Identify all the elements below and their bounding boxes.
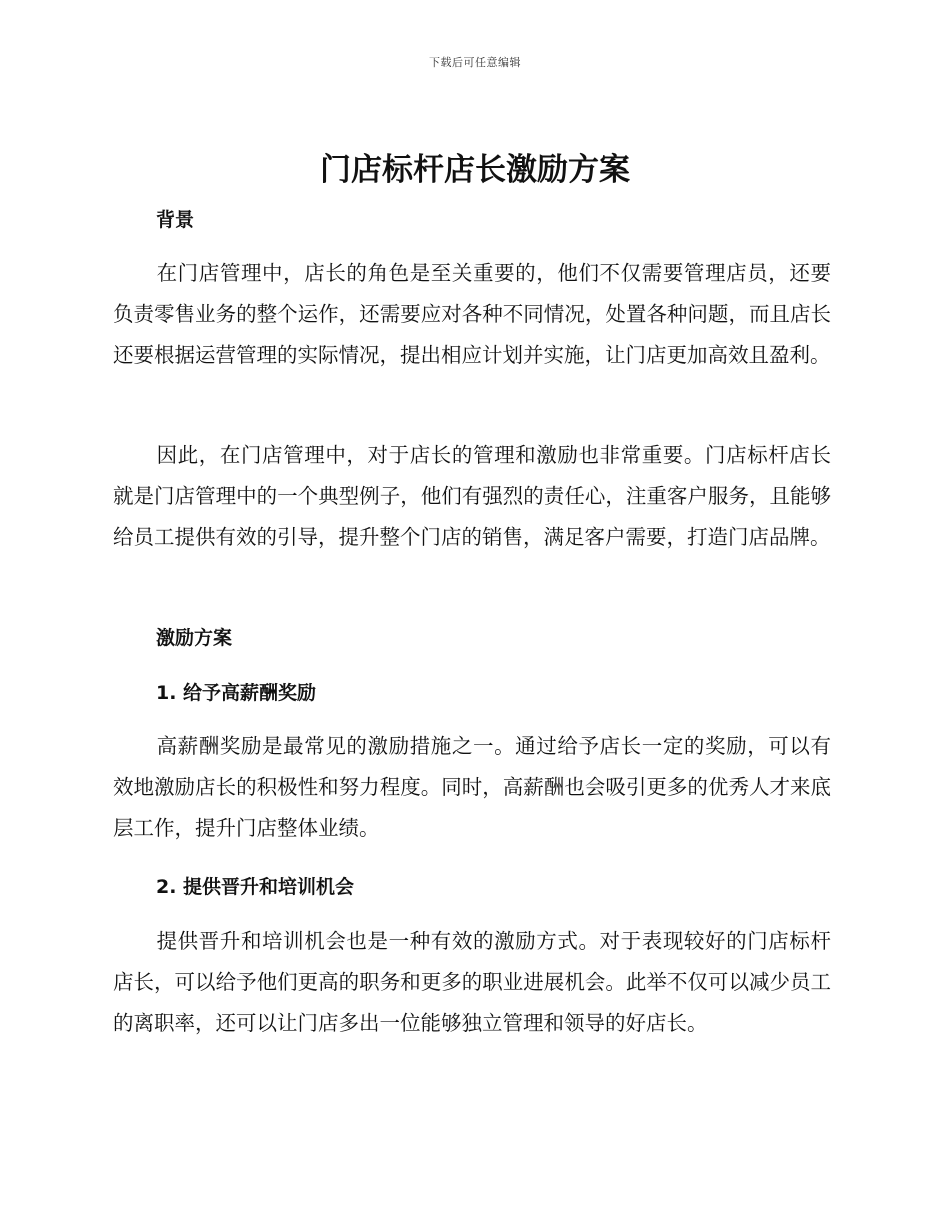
section-heading-plan: 激励方案 [156, 627, 233, 649]
header-note: 下载后可任意编辑 [429, 56, 521, 69]
subheading-item-1: 1. 给予高薪酬奖励 [156, 682, 317, 704]
section-heading-background: 背景 [156, 209, 195, 231]
item-1-paragraph [113, 726, 831, 849]
item-2-paragraph-text: 提供晋升和培训机会也是一种有效的激励方式。对于表现较好的门店标杆店长，可以给予他们更高的职务和更多的职业进展机会。此举不仅可以减少员工的离职率，还可以让门店多出一位能够独立管理和领导的好店长。 [113, 929, 831, 1035]
subheading-item-2: 2. 提供晋升和培训机会 [156, 876, 355, 898]
background-paragraph-2 [113, 435, 831, 558]
item-2-paragraph [113, 921, 831, 1044]
background-paragraph-1-text: 在门店管理中，店长的角色是至关重要的，他们不仅需要管理店员，还要负责零售业务的整个运作，还需要应对各种不同情况，处置各种问题，而且店长还要根据运营管理的实际情况，提出相应计划并实施，让门店更加高效且盈利。 [113, 261, 831, 367]
document-title: 门店标杆店长激励方案 [320, 152, 630, 188]
item-1-paragraph-text: 高薪酬奖励是最常见的激励措施之一。通过给予店长一定的奖励，可以有效地激励店长的积极性和努力程度。同时，高薪酬也会吸引更多的优秀人才来底层工作，提升门店整体业绩。 [113, 734, 831, 840]
background-paragraph-1 [113, 253, 831, 376]
background-paragraph-2-text: 因此，在门店管理中，对于店长的管理和激励也非常重要。门店标杆店长就是门店管理中的一个典型例子，他们有强烈的责任心，注重客户服务，且能够给员工提供有效的引导，提升整个门店的销售，满足客户需要，打造门店品牌。 [113, 443, 831, 549]
